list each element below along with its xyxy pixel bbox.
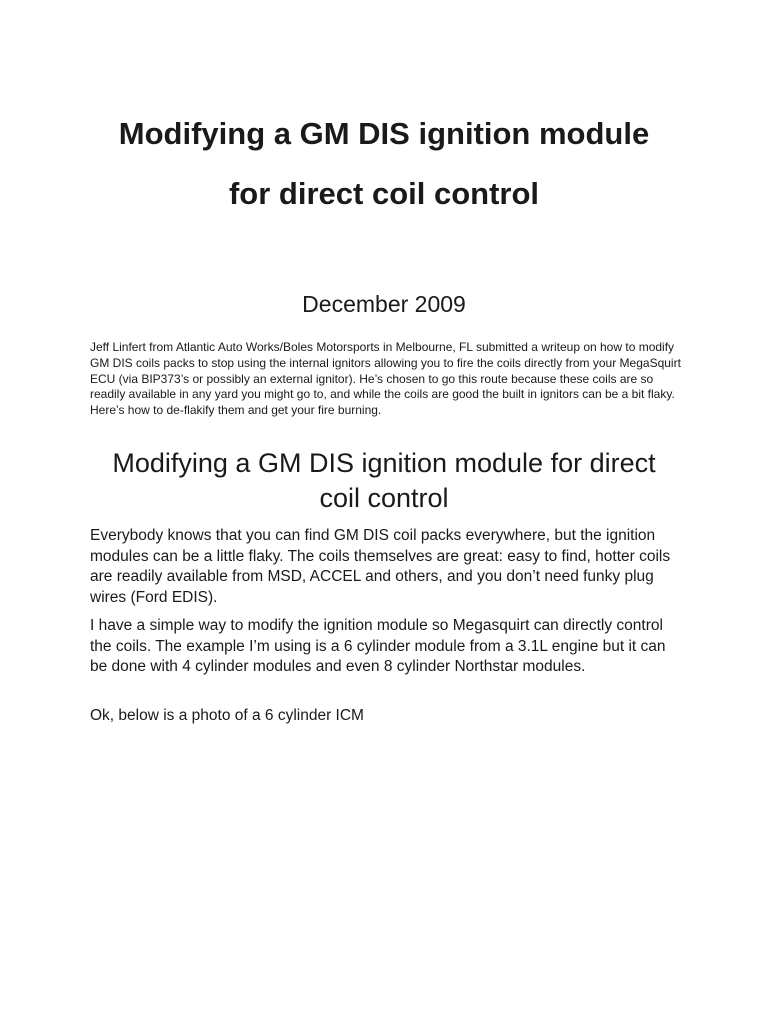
article-subtitle: Modifying a GM DIS ignition module for direct coil control [112, 448, 656, 513]
title-line-1: Modifying a GM DIS ignition module [118, 116, 650, 151]
body-paragraph-1: Everybody knows that you can find GM DIS coil packs everywhere, but the ignition modules can be a little flaky. The coils themselves are great: easy to find, hotter coils are readily available from MSD, ACCEL and others, and you don’t need funky plug wires (Ford EDIS). [90, 527, 671, 606]
document-title [60, 104, 708, 224]
body-paragraph-2: I have a simple way to modify the ignition module so Megasquirt can directly control the coils. The example I’m using is a 6 cylinder module from a 3.1L engine but it can be done with 4 cylinder modules and even 8 cylinder Northstar modules. [90, 617, 666, 675]
intro-paragraph: Jeff Linfert from Atlantic Auto Works/Boles Motorsports in Melbourne, FL submitted a writeup on how to modify GM DIS coils packs to stop using the internal ignitors allowing you to fire the coils directly from your MegaSquirt ECU (via BIP373’s or possibly an external ignitor). He’s chosen to go this route because these coils are so readily available in any yard you might go to, and while the coils are good the built in ignitors can be a bit flaky. Here’s how to de-flakify them and get your fire burning. [90, 340, 681, 418]
title-line-2: for direct coil control [228, 176, 540, 211]
body-paragraph-3: Ok, below is a photo of a 6 cylinder ICM [90, 707, 364, 724]
publication-date: December 2009 [302, 291, 466, 317]
